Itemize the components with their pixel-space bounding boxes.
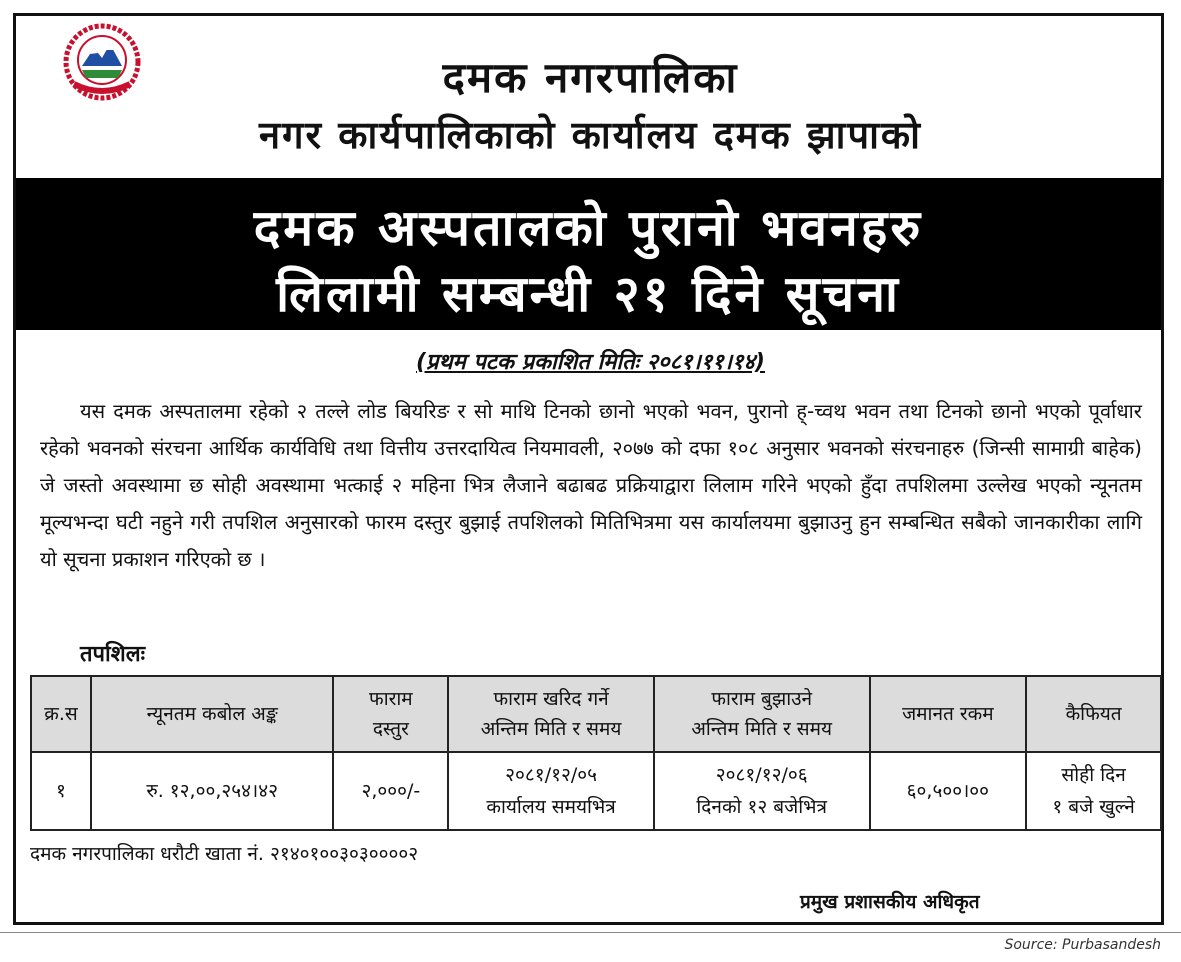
cell-sn: १ xyxy=(31,752,91,830)
cell-remarks: सोही दिन १ बजे खुल्ने xyxy=(1026,752,1161,830)
header-purchase-deadline: फाराम खरिद गर्ने अन्तिम मिति र समय xyxy=(448,676,654,752)
divider xyxy=(0,932,1181,933)
header-form-fee: फाराम दस्तुर xyxy=(333,676,448,752)
org-name: दमक नगरपालिका xyxy=(442,53,739,102)
office-name: नगर कार्यपालिकाको कार्यालय दमक झापाको xyxy=(259,113,922,157)
header-submit-deadline: फाराम बुझाउने अन्तिम मिति र समय xyxy=(654,676,870,752)
signatory-title: प्रमुख प्रशासकीय अधिकृत xyxy=(800,891,980,913)
schedule-heading: तपशिलः xyxy=(80,642,146,667)
publish-date xyxy=(0,346,1181,376)
table-row xyxy=(31,752,1161,830)
cell-min-bid: रु. १२,००,२५४।४२ xyxy=(91,752,333,830)
cell-deposit: ६०,५००।०० xyxy=(870,752,1027,830)
source-credit: Source: Purbasandesh xyxy=(1004,937,1161,953)
header-remarks: कैफियत xyxy=(1026,676,1161,752)
table-header-row xyxy=(31,676,1161,752)
header-sn: क्र.स xyxy=(31,676,91,752)
schedule-table xyxy=(30,675,1162,831)
banner-line-1: दमक अस्पतालको पुरानो भवनहरु xyxy=(253,199,924,257)
header-deposit: जमानत रकम xyxy=(870,676,1027,752)
header-min-bid: न्यूनतम कबोल अङ्क xyxy=(91,676,333,752)
notice-banner xyxy=(16,178,1161,330)
publish-date-text: (प्रथम पटक प्रकाशित मितिः २०८१।११।१४) xyxy=(415,350,765,375)
notice-paragraph: यस दमक अस्पतालमा रहेको २ तल्ले लोड बियरिङ र सो माथि टिनको छानो भएको भवन, पुरानो ह्-च्वथ भवन तथा टिनको छानो भएको पूर्वाधार रहेको भवनको संरचना आर्थिक कार्यविधि तथा वित्तीय उत्तरदायित्व नियमावली, २०७७ को दफा १०८ अनुसार भवनको संरचनाहरु (जिन्सी सामाग्री बाहेक) जे जस्तो अवस्थामा छ सोही अवस्थामा भत्काई २ महिना भित्र लैजाने बढाबढ प्रक्रियाद्वारा लिलाम गरिने भएको हुँदा तपशिलमा उल्लेख भएको न्यूनतम मूल्यभन्दा घटी नहुने गरी तपशिल अनुसारको फारम दस्तुर बुझाई तपशिलको मितिभित्रमा यस कार्यालयमा बुझाउनु हुन सम्बन्धित सबैको जानकारीका लागि यो सूचना प्रकाशन गरिएको छ । xyxy=(40,399,1142,571)
cell-purchase-deadline: २०८१/१२/०५ कार्यालय समयभित्र xyxy=(448,752,654,830)
cell-submit-deadline: २०८१/१२/०६ दिनको १२ बजेभित्र xyxy=(654,752,870,830)
cell-form-fee: २,०००/- xyxy=(333,752,448,830)
deposit-account: दमक नगरपालिका धरौटी खाता नं. २१४०१००३०३००००२ xyxy=(30,843,419,865)
notice-body xyxy=(40,393,1142,578)
banner-line-2: लिलामी सम्बन्धी २१ दिने सूचना xyxy=(276,265,901,323)
